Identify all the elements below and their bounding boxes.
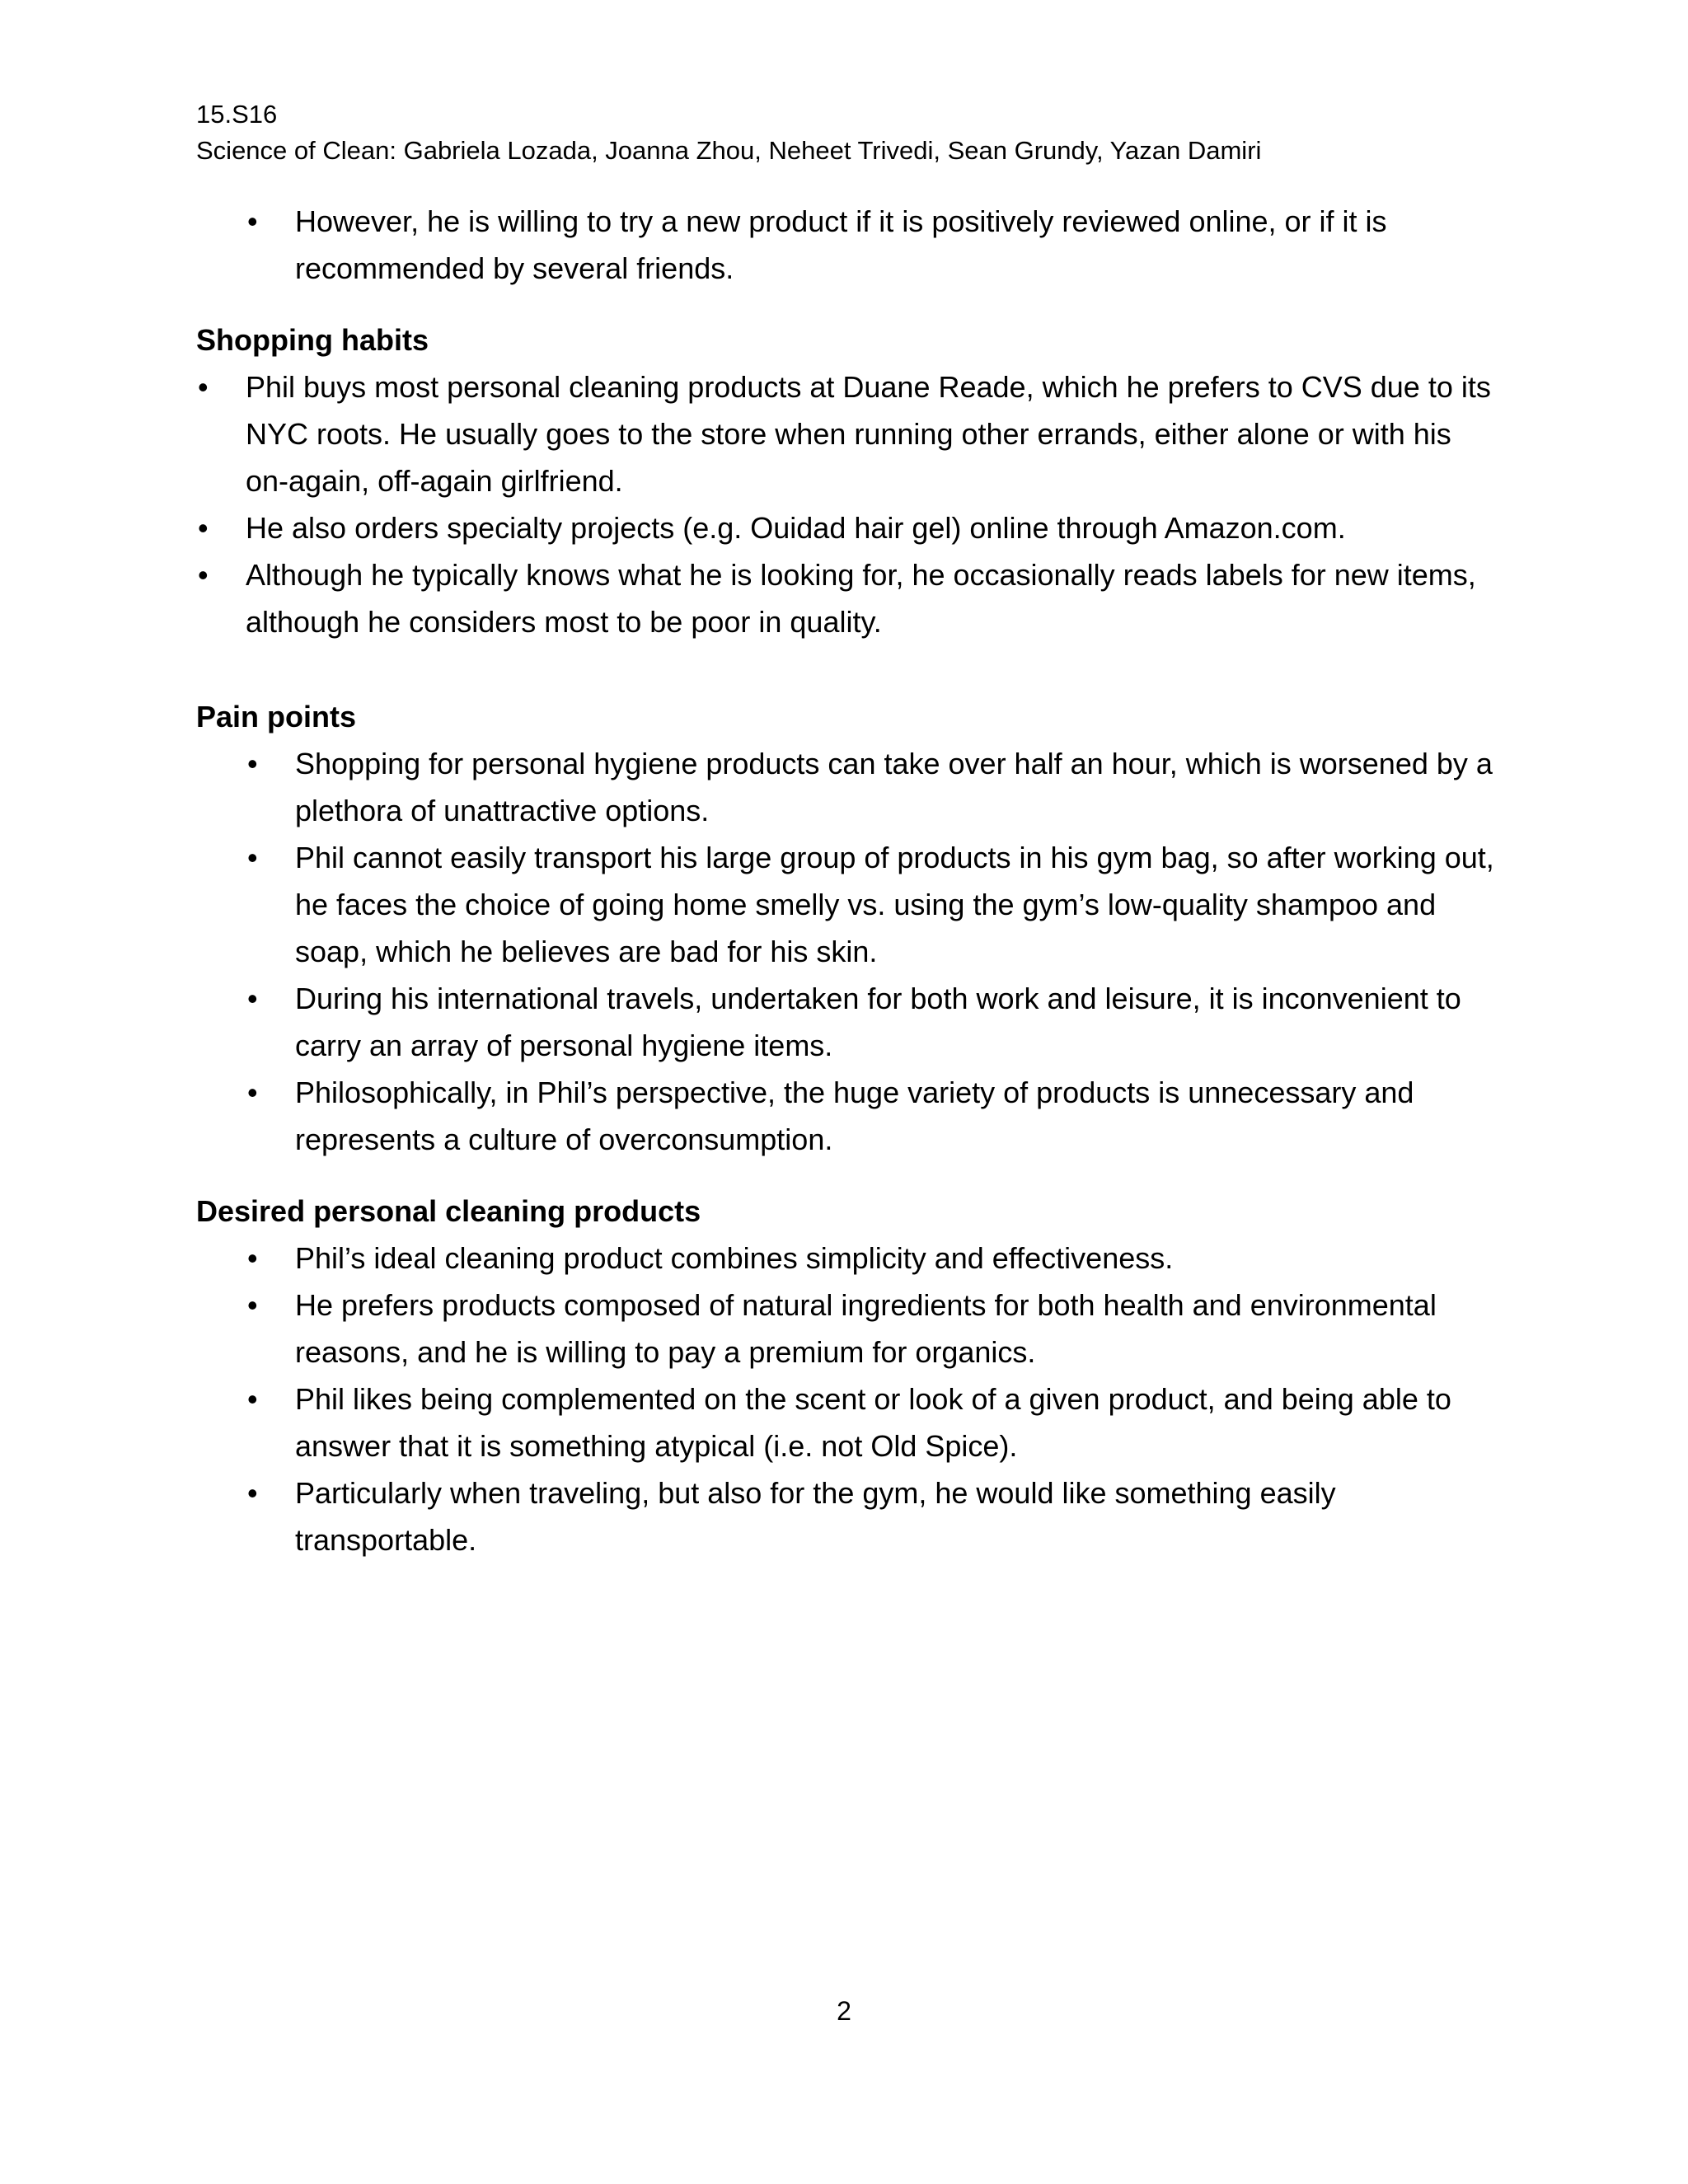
bullet-glyph: • <box>247 1476 258 1510</box>
list-item-text: Although he typically knows what he is looking for, he occasionally reads labels for new items, although he considers most to be poor in quality. <box>246 558 1476 639</box>
list-item <box>196 1069 1498 1163</box>
bullet-glyph: • <box>198 511 209 545</box>
section-heading-shopping-habits: Shopping habits <box>196 323 429 357</box>
list-item <box>196 1469 1498 1563</box>
bullet-glyph: • <box>247 747 258 780</box>
bullet-glyph: • <box>247 1076 258 1109</box>
list-item <box>196 363 1498 504</box>
pain-points-list <box>196 740 1498 1163</box>
list-item <box>196 504 1498 551</box>
list-item <box>196 1376 1498 1469</box>
list-item-text: He also orders specialty projects (e.g. Ouidad hair gel) online through Amazon.com. <box>246 511 1346 545</box>
section-heading-pain-points: Pain points <box>196 700 357 733</box>
list-item <box>196 1282 1498 1376</box>
page-number: 2 <box>837 1996 851 2026</box>
list-item <box>196 740 1498 834</box>
list-item-text: However, he is willing to try a new product if it is positively reviewed online, or if it is recommended by several friends. <box>295 204 1387 285</box>
list-item-text: During his international travels, undertaken for both work and leisure, it is inconvenient to carry an array of personal hygiene items. <box>295 982 1461 1062</box>
course-code: 15.S16 <box>196 100 278 129</box>
list-item-text: Phil cannot easily transport his large group of products in his gym bag, so after working out, he faces the choice of going home smelly vs. using the gym’s low-quality shampoo and soap, which he believes are bad for his skin. <box>295 841 1494 968</box>
list-item <box>196 834 1498 975</box>
bullet-glyph: • <box>247 1241 258 1275</box>
shopping-habits-list <box>196 363 1498 645</box>
document-body <box>196 198 1498 1563</box>
list-item-text: Shopping for personal hygiene products can take over half an hour, which is worsened by a plethora of unattractive options. <box>295 747 1493 827</box>
list-item <box>196 198 1498 292</box>
list-item-text: Particularly when traveling, but also for the gym, he would like something easily transportable. <box>295 1476 1336 1557</box>
bullet-glyph: • <box>247 982 258 1015</box>
intro-bullet-list <box>196 198 1498 292</box>
list-item-text: Phil likes being complemented on the scent or look of a given product, and being able to answer that it is something atypical (i.e. not Old Spice). <box>295 1382 1451 1463</box>
list-item <box>196 975 1498 1069</box>
bullet-glyph: • <box>198 558 209 592</box>
bullet-glyph: • <box>247 1382 258 1416</box>
bullet-glyph: • <box>198 370 209 404</box>
list-item-text: He prefers products composed of natural ingredients for both health and environmental reasons, and he is willing to pay a premium for organics. <box>295 1288 1437 1369</box>
list-item-text: Philosophically, in Phil’s perspective, the huge variety of products is unnecessary and represents a culture of overconsumption. <box>295 1076 1414 1156</box>
list-item <box>196 551 1498 645</box>
team-line: Science of Clean: Gabriela Lozada, Joanna Zhou, Neheet Trivedi, Sean Grundy, Yazan Damiri <box>196 136 1262 165</box>
desired-products-list <box>196 1235 1498 1563</box>
bullet-glyph: • <box>247 204 258 238</box>
bullet-glyph: • <box>247 841 258 874</box>
bullet-glyph: • <box>247 1288 258 1322</box>
list-item-text: Phil’s ideal cleaning product combines simplicity and effectiveness. <box>295 1241 1174 1275</box>
list-item-text: Phil buys most personal cleaning products at Duane Reade, which he prefers to CVS due to its NYC roots. He usually goes to the store when running other errands, either alone or with his on-again, off-again girlfriend. <box>246 370 1491 498</box>
list-item <box>196 1235 1498 1282</box>
section-heading-desired-products: Desired personal cleaning products <box>196 1194 701 1228</box>
